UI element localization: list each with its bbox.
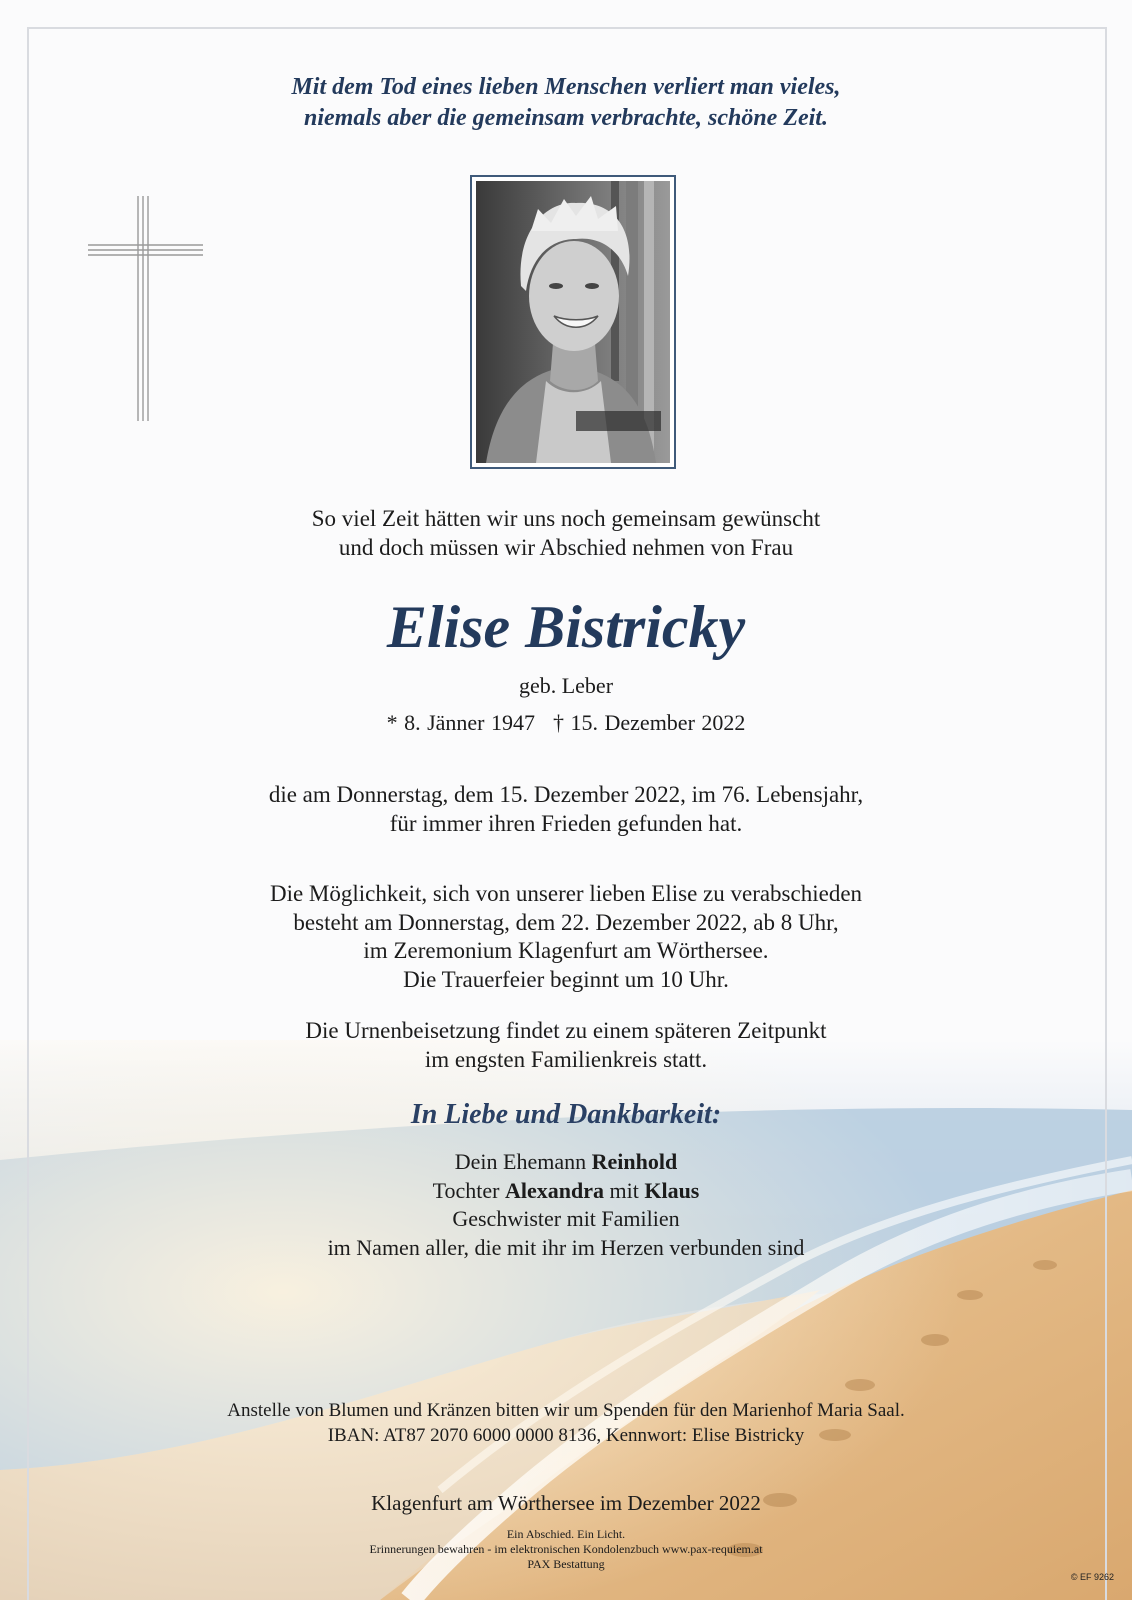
partner-name: Klaus — [644, 1177, 700, 1203]
copyright-code: © EF 9262 — [1070, 1572, 1114, 1582]
motto-line: Mit dem Tod eines lieben Menschen verliert man vieles, — [291, 74, 841, 100]
donation-line: Anstelle von Blumen und Kränzen bitten wir um Spenden für den Marienhof Maria Saal. — [227, 1400, 905, 1421]
urn-info — [0, 1017, 1132, 1074]
footer — [0, 1527, 1132, 1572]
death-date: † 15. Dezember 2022 — [553, 710, 746, 735]
farewell-line: Die Trauerfeier beginnt um 10 Uhr. — [403, 966, 729, 992]
motto-line: niemals aber die gemeinsam verbrachte, schöne Zeit. — [304, 105, 828, 131]
footer-line: Ein Abschied. Ein Licht. — [506, 1527, 626, 1541]
intro-line: und doch müssen wir Abschied nehmen von Frau — [338, 534, 794, 560]
place-date: Klagenfurt am Wörthersee im Dezember 2022 — [371, 1491, 761, 1515]
farewell-info — [0, 880, 1132, 994]
urn-line: Die Urnenbeisetzung findet zu einem späteren Zeitpunkt — [305, 1018, 827, 1043]
husband-prefix: Dein Ehemann — [454, 1149, 587, 1174]
family-daughter — [0, 1177, 1132, 1206]
daughter-prefix: Tochter — [432, 1177, 500, 1203]
portrait-frame — [470, 175, 676, 469]
farewell-line: besteht am Donnerstag, dem 22. Dezember 2022, ab 8 Uhr, — [293, 909, 839, 935]
donation-iban: IBAN: AT87 2070 6000 0000 8136, Kennwort: Elise Bistricky — [327, 1425, 805, 1446]
footer-company: PAX Bestattung — [527, 1557, 605, 1571]
intro-text — [0, 505, 1132, 562]
family-siblings: Geschwister mit Familien — [452, 1206, 680, 1231]
cross-icon — [88, 196, 203, 421]
daughter-with: mit — [609, 1177, 639, 1203]
portrait-photo — [476, 181, 670, 463]
donation-info — [0, 1398, 1132, 1448]
motto — [0, 72, 1132, 134]
birth-date: * 8. Jänner 1947 — [386, 710, 536, 735]
urn-line: im engsten Familienkreis statt. — [424, 1046, 708, 1072]
family-husband — [0, 1148, 1132, 1177]
daughter-name: Alexandra — [505, 1177, 604, 1203]
life-dates — [0, 709, 1132, 737]
family-all: im Namen aller, die mit ihr im Herzen verbunden sind — [327, 1234, 805, 1260]
farewell-line: Die Möglichkeit, sich von unserer lieben Elise zu verabschieden — [269, 881, 863, 906]
thanks-heading: In Liebe und Dankbarkeit: — [410, 1099, 722, 1130]
intro-line: So viel Zeit hätten wir uns noch gemeinsam gewünscht — [311, 506, 821, 531]
family-list — [0, 1148, 1132, 1262]
footer-condolence-link: Erinnerungen bewahren - im elektronischen Kondolenzbuch www.pax-requiem.at — [369, 1542, 763, 1556]
death-notice-line: für immer ihren Frieden gefunden hat. — [389, 810, 743, 836]
maiden-name: geb. Leber — [518, 673, 614, 698]
deceased-name: Elise Bistricky — [386, 594, 746, 660]
death-notice — [0, 781, 1132, 838]
death-notice-line: die am Donnerstag, dem 15. Dezember 2022, im 76. Lebensjahr, — [268, 782, 864, 807]
farewell-line: im Zeremonium Klagenfurt am Wörthersee. — [363, 938, 769, 963]
husband-name: Reinhold — [591, 1149, 678, 1174]
